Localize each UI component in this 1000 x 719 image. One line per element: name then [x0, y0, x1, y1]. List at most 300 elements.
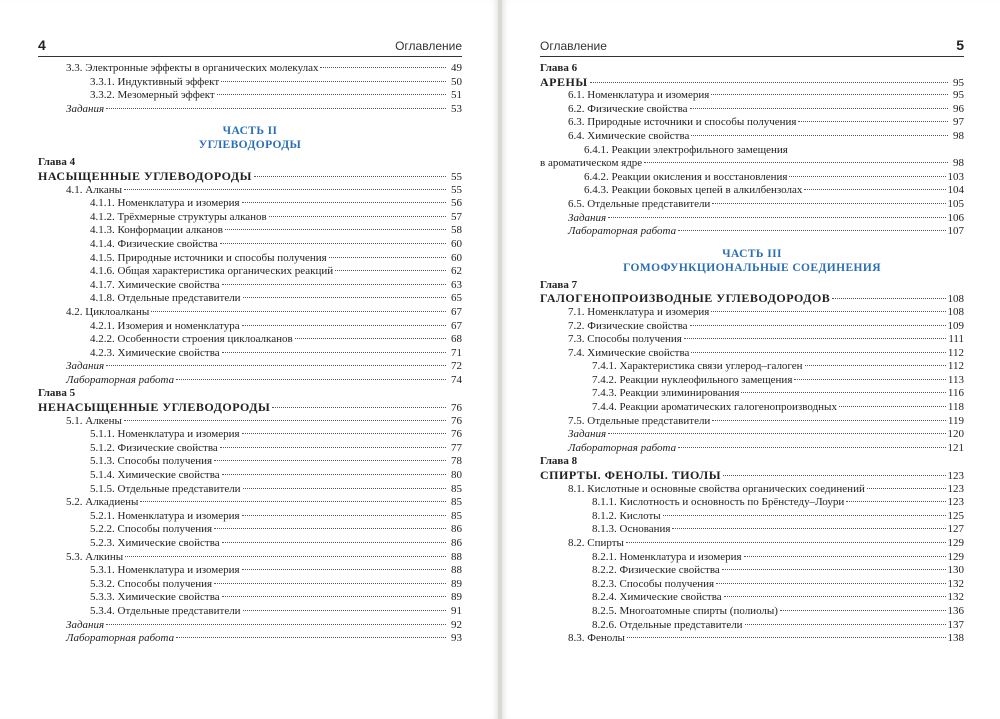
toc-page-number: 56 — [451, 197, 462, 210]
toc-label: 8.1.1. Кислотность и основность по Брёнстеду–Лоури — [592, 496, 845, 509]
toc-entry[interactable] — [540, 387, 964, 401]
chapter-6-entries-cont — [540, 171, 964, 239]
leader-dots — [691, 352, 946, 353]
chapter-title-row[interactable] — [38, 170, 462, 184]
toc-entry[interactable] — [540, 537, 964, 551]
toc-entry[interactable] — [540, 632, 964, 646]
chapter-title-row[interactable] — [540, 76, 964, 90]
leader-dots — [798, 121, 948, 122]
toc-entry[interactable] — [38, 537, 462, 551]
toc-entry[interactable] — [38, 279, 462, 293]
leader-dots — [839, 406, 946, 407]
leader-dots — [329, 257, 446, 258]
toc-label: Задания — [66, 618, 105, 631]
leader-dots — [678, 447, 945, 448]
toc-entry[interactable] — [38, 224, 462, 238]
toc-page-number: 111 — [948, 333, 964, 346]
leader-dots — [214, 583, 446, 584]
toc-page-number: 49 — [451, 62, 462, 74]
toc-entry[interactable] — [38, 320, 462, 334]
part-heading — [540, 247, 964, 275]
toc-label: Лабораторная работа — [568, 441, 677, 454]
leader-dots — [722, 569, 946, 570]
leader-dots — [214, 460, 446, 461]
toc-entry[interactable] — [38, 442, 462, 456]
toc-label: 5.2.1. Номенклатура и изомерия — [90, 509, 240, 522]
toc-label: 5.1.2. Физические свойства — [90, 441, 218, 454]
leader-dots — [711, 311, 945, 312]
toc-page-number: 120 — [947, 428, 964, 441]
toc-page-number: 123 — [947, 482, 964, 495]
chapter-title-row[interactable] — [38, 401, 462, 415]
toc-page-number: 58 — [451, 224, 462, 237]
toc-entry[interactable] — [540, 103, 964, 117]
toc-label: 8.2.5. Многоатомные спирты (полиолы) — [592, 604, 778, 617]
toc-label: 5.1.4. Химические свойства — [90, 469, 220, 482]
toc-entry[interactable] — [540, 89, 964, 103]
leader-dots — [678, 230, 945, 231]
part-number: ЧАСТЬ II — [222, 125, 278, 138]
toc-page-number: 97 — [953, 116, 964, 129]
toc-label: Задания — [568, 211, 607, 224]
toc-page-number: 121 — [947, 441, 964, 454]
leader-dots — [867, 488, 946, 489]
toc-label: 4.1.8. Отдельные представители — [90, 292, 241, 305]
toc-label: 8.2.4. Химические свойства — [592, 591, 722, 604]
toc-label: 6.4.2. Реакции окисления и восстановления — [584, 170, 788, 183]
page-number: 4 — [38, 37, 46, 53]
toc-page-number: 80 — [451, 469, 462, 482]
toc-page-number: 55 — [451, 183, 462, 196]
leader-dots — [794, 379, 946, 380]
toc-label: Задания — [66, 360, 105, 373]
toc-label: 5.2. Алкадиены — [66, 496, 139, 509]
toc-entry[interactable] — [38, 428, 462, 442]
leader-dots — [723, 475, 945, 476]
toc-label: Лабораторная работа — [66, 632, 175, 645]
running-title: Оглавление — [395, 39, 462, 53]
leader-dots — [272, 407, 446, 408]
toc-entry[interactable] — [540, 483, 964, 497]
toc-entry[interactable] — [540, 523, 964, 537]
toc-page-number: 112 — [947, 346, 964, 359]
toc-page-number: 129 — [947, 550, 964, 563]
toc-label: 7.4.3. Реакции элиминирования — [592, 387, 740, 400]
leader-dots — [176, 637, 446, 638]
leader-dots — [712, 203, 945, 204]
toc-page-number: 76 — [451, 428, 462, 441]
toc-label: 4.1.2. Трёхмерные структуры алканов — [90, 210, 267, 223]
toc-entry[interactable] — [540, 333, 964, 347]
part-title: УГЛЕВОДОРОДЫ — [198, 139, 302, 152]
part-title: ГОМОФУНКЦИОНАЛЬНЫЕ СОЕДИНЕНИЯ — [623, 261, 881, 274]
toc-entry[interactable] — [38, 89, 462, 103]
toc-page-number: 57 — [451, 210, 462, 223]
toc-left — [38, 62, 462, 646]
leader-dots — [724, 596, 946, 597]
toc-right — [540, 62, 964, 646]
toc-page-number: 50 — [451, 75, 462, 88]
toc-label: 4.2.3. Химические свойства — [90, 346, 220, 359]
toc-page-number: 85 — [451, 496, 462, 509]
chapter-title: АРЕНЫ — [540, 74, 588, 89]
toc-entry[interactable] — [540, 619, 964, 633]
leader-dots — [220, 243, 446, 244]
leader-dots — [242, 569, 446, 570]
toc-label: 5.3.4. Отдельные представители — [90, 604, 241, 617]
toc-label: в ароматическом ядре — [540, 157, 643, 170]
leader-dots — [225, 229, 446, 230]
toc-label: Лабораторная работа — [568, 225, 677, 238]
toc-page-number: 123 — [947, 496, 964, 509]
leader-dots — [106, 624, 446, 625]
leader-dots — [254, 176, 446, 177]
right-page — [502, 0, 1000, 719]
leader-dots — [712, 420, 946, 421]
leader-dots — [626, 542, 946, 543]
toc-entry[interactable] — [38, 591, 462, 605]
chapter-5-entries — [38, 415, 462, 646]
leader-dots — [243, 488, 446, 489]
toc-page-number: 60 — [451, 251, 462, 264]
chapter-4-entries — [38, 184, 462, 388]
leader-dots — [741, 392, 945, 393]
toc-entry[interactable] — [540, 564, 964, 578]
toc-entry[interactable] — [38, 76, 462, 90]
toc-label: 7.4.4. Реакции ароматических галогенопроизводных — [592, 401, 837, 414]
leader-dots — [242, 433, 446, 434]
toc-entry[interactable] — [38, 252, 462, 266]
leader-dots — [295, 338, 446, 339]
toc-page-number: 125 — [947, 509, 964, 522]
toc-label: 8.3. Фенолы — [568, 632, 625, 645]
toc-label: 5.2.2. Способы получения — [90, 523, 213, 536]
toc-entry-supplement[interactable] — [540, 442, 964, 456]
chapter-6-entries — [540, 89, 964, 143]
toc-page-number: 95 — [953, 76, 964, 89]
toc-page-number: 105 — [947, 197, 964, 210]
toc-page-number: 130 — [947, 564, 964, 577]
toc-label: 4.2. Циклоалканы — [66, 305, 150, 318]
toc-page-number: 72 — [451, 360, 462, 373]
toc-page-number: 88 — [451, 564, 462, 577]
toc-page-number: 132 — [947, 591, 964, 604]
leader-dots — [214, 528, 446, 529]
running-head-right — [540, 34, 964, 57]
toc-label: Лабораторная работа — [66, 373, 175, 386]
leader-dots — [140, 501, 446, 502]
chapter-8-entries — [540, 483, 964, 646]
toc-page-number: 62 — [451, 265, 462, 278]
toc-page-number: 106 — [947, 211, 964, 224]
toc-page-number: 113 — [947, 373, 964, 386]
toc-entry-supplement[interactable] — [540, 212, 964, 226]
toc-entry[interactable] — [38, 469, 462, 483]
toc-label: 8.2. Спирты — [568, 537, 624, 549]
toc-page-number: 53 — [451, 102, 462, 115]
leader-dots — [789, 176, 945, 177]
toc-page-number: 92 — [451, 618, 462, 631]
toc-page-number: 88 — [451, 550, 462, 563]
toc-page-number: 137 — [947, 618, 964, 631]
leader-dots — [220, 447, 446, 448]
toc-label: 5.1.1. Номенклатура и изомерия — [90, 428, 240, 441]
toc-entry[interactable] — [540, 605, 964, 619]
chapter-title: НАСЫЩЕННЫЕ УГЛЕВОДОРОДЫ — [38, 168, 252, 183]
toc-page-number: 123 — [947, 470, 964, 483]
chapter-number: Глава 6 — [540, 62, 578, 74]
leader-dots — [744, 556, 946, 557]
toc-label: 5.1.5. Отдельные представители — [90, 482, 241, 495]
leader-dots — [242, 515, 446, 516]
toc-label: 8.1. Кислотные и основные свойства органических соединений — [568, 482, 865, 495]
leader-dots — [124, 189, 446, 190]
toc-entry-supplement[interactable] — [38, 103, 462, 117]
leader-dots — [644, 162, 948, 163]
toc-label: 6.4. Химические свойства — [568, 129, 690, 142]
leader-dots — [335, 270, 446, 271]
toc-entry[interactable] — [540, 496, 964, 510]
toc-page-number: 109 — [947, 319, 964, 332]
toc-entry[interactable] — [540, 415, 964, 429]
toc-page-number: 95 — [953, 89, 964, 102]
leader-dots — [805, 365, 946, 366]
toc-entry[interactable] — [38, 197, 462, 211]
leader-dots — [320, 67, 446, 68]
toc-entry-supplement[interactable] — [540, 428, 964, 442]
part-heading — [38, 124, 462, 152]
toc-entry[interactable] — [38, 306, 462, 320]
toc-label: 8.1.2. Кислоты — [592, 509, 661, 522]
leader-dots — [832, 298, 945, 299]
toc-page-number: 76 — [451, 402, 462, 415]
leader-dots — [691, 135, 948, 136]
toc-label: 3.3.1. Индуктивный эффект — [90, 75, 220, 88]
toc-page-number: 104 — [947, 184, 964, 197]
toc-entry[interactable] — [540, 130, 964, 144]
toc-entry[interactable] — [38, 238, 462, 252]
toc-label: 8.1.3. Основания — [592, 523, 671, 536]
leader-dots — [222, 474, 446, 475]
toc-entry[interactable] — [540, 116, 964, 130]
toc-label: 7.1. Номенклатура и изомерия — [568, 305, 710, 318]
toc-page-number: 85 — [451, 482, 462, 495]
leader-dots — [106, 108, 446, 109]
toc-entry[interactable] — [38, 211, 462, 225]
toc-label: Задания — [66, 102, 105, 115]
leader-dots — [124, 420, 446, 421]
toc-label: 8.2.6. Отдельные представители — [592, 618, 743, 631]
toc-entry[interactable] — [540, 320, 964, 334]
toc-page-number: 107 — [947, 225, 964, 238]
toc-entry[interactable] — [38, 605, 462, 619]
toc-page-number: 67 — [451, 305, 462, 318]
chapter-title: НЕНАСЫЩЕННЫЕ УГЛЕВОДОРОДЫ — [38, 400, 271, 415]
leader-dots — [780, 610, 946, 611]
toc-label: 6.2. Физические свойства — [568, 102, 688, 115]
chapter-title-row[interactable] — [540, 292, 964, 306]
toc-page-number: 86 — [451, 537, 462, 549]
toc-page-number: 108 — [947, 305, 964, 318]
toc-page-number: 132 — [947, 577, 964, 590]
leader-dots — [106, 365, 446, 366]
leader-dots — [217, 94, 446, 95]
toc-page-number: 96 — [953, 102, 964, 115]
toc-label: 4.2.2. Особенности строения циклоалканов — [90, 333, 293, 346]
toc-entry-wrapped-line2[interactable] — [540, 157, 964, 171]
toc-label: 6.4.3. Реакции боковых цепей в алкилбензолах — [584, 184, 803, 197]
toc-label: 4.1.5. Природные источники и способы получения — [90, 251, 327, 264]
toc-entry[interactable] — [540, 591, 964, 605]
chapter-title: ГАЛОГЕНОПРОИЗВОДНЫЕ УГЛЕВОДОРОДОВ — [540, 291, 831, 306]
leader-dots — [151, 311, 446, 312]
toc-entry[interactable] — [38, 415, 462, 429]
toc-page-number: 93 — [451, 632, 462, 645]
leader-dots — [846, 501, 945, 502]
toc-label: 7.3. Способы получения — [568, 333, 682, 346]
toc-entry[interactable] — [38, 455, 462, 469]
toc-entry[interactable] — [540, 184, 964, 198]
toc-entry-supplement[interactable] — [38, 360, 462, 374]
toc-page-number: 51 — [451, 89, 462, 102]
running-title: Оглавление — [540, 39, 607, 53]
toc-entry-supplement[interactable] — [38, 632, 462, 646]
toc-page-number: 85 — [451, 509, 462, 522]
toc-label: Задания — [568, 428, 607, 441]
leader-dots — [125, 556, 446, 557]
leader-dots — [745, 624, 946, 625]
leader-dots — [804, 189, 945, 190]
part-number: ЧАСТЬ III — [722, 247, 782, 260]
leader-dots — [243, 610, 446, 611]
toc-entry[interactable] — [38, 483, 462, 497]
toc-label: 8.2.1. Номенклатура и изомерия — [592, 550, 742, 563]
leader-dots — [222, 352, 446, 353]
toc-page-number: 136 — [947, 604, 964, 617]
toc-entry[interactable] — [540, 401, 964, 415]
leader-dots — [243, 297, 446, 298]
toc-entry[interactable] — [38, 523, 462, 537]
chapter-7-entries — [540, 306, 964, 456]
toc-label: 7.5. Отдельные представители — [568, 414, 711, 427]
toc-page-number: 60 — [451, 237, 462, 250]
toc-page-number: 98 — [953, 157, 964, 170]
toc-page-number: 119 — [947, 414, 964, 427]
leader-dots — [176, 379, 446, 380]
leader-dots — [711, 94, 948, 95]
toc-label: 4.1.1. Номенклатура и изомерия — [90, 197, 240, 210]
toc-page-number: 77 — [451, 441, 462, 454]
chapter-number: Глава 8 — [540, 455, 578, 468]
toc-entry-supplement[interactable] — [540, 225, 964, 239]
chapter-title-row[interactable] — [540, 469, 964, 483]
leader-dots — [222, 284, 446, 285]
leader-dots — [684, 338, 946, 339]
toc-entry-supplement[interactable] — [38, 619, 462, 633]
toc-page-number: 108 — [947, 293, 964, 306]
leader-dots — [222, 596, 446, 597]
toc-entry[interactable] — [540, 306, 964, 320]
toc-entry[interactable] — [38, 333, 462, 347]
toc-entry[interactable] — [540, 551, 964, 565]
toc-page-number: 89 — [451, 591, 462, 604]
toc-page-number: 71 — [451, 346, 462, 359]
toc-entry[interactable] — [38, 564, 462, 578]
chapter-number: Глава 4 — [38, 156, 76, 169]
toc-page-number: 76 — [451, 414, 462, 427]
toc-page-number: 129 — [947, 537, 964, 549]
toc-entry[interactable] — [38, 62, 462, 76]
toc-entry[interactable] — [540, 374, 964, 388]
toc-label: 7.4.2. Реакции нуклеофильного замещения — [592, 373, 793, 386]
toc-label: 6.5. Отдельные представители — [568, 197, 711, 210]
toc-page-number: 67 — [451, 319, 462, 332]
toc-label: 6.3. Природные источники и способы получения — [568, 116, 797, 129]
toc-entry-supplement[interactable] — [38, 374, 462, 388]
toc-label: 5.3.1. Номенклатура и изомерия — [90, 564, 240, 577]
toc-entry[interactable] — [38, 347, 462, 361]
toc-label: 3.3. Электронные эффекты в органических молекулах — [66, 62, 319, 74]
leader-dots — [690, 325, 946, 326]
toc-entry[interactable] — [38, 578, 462, 592]
leader-dots — [590, 82, 948, 83]
toc-label: 4.1.3. Конформации алканов — [90, 224, 223, 237]
toc-label: 8.2.2. Физические свойства — [592, 564, 720, 577]
toc-entry[interactable] — [540, 198, 964, 212]
toc-label: 6.1. Номенклатура и изомерия — [568, 89, 710, 102]
toc-section-3-3 — [38, 62, 462, 116]
toc-entry[interactable] — [38, 292, 462, 306]
leader-dots — [222, 542, 446, 543]
toc-label: 4.1. Алканы — [66, 183, 123, 196]
toc-page-number: 63 — [451, 278, 462, 291]
toc-page-number: 78 — [451, 455, 462, 468]
toc-label: 7.2. Физические свойства — [568, 319, 688, 332]
toc-entry[interactable] — [540, 347, 964, 361]
toc-page-number: 89 — [451, 577, 462, 590]
toc-page-number: 74 — [451, 373, 462, 386]
toc-page-number: 91 — [451, 604, 462, 617]
toc-page-number: 98 — [953, 129, 964, 142]
toc-page-number: 138 — [947, 632, 964, 645]
toc-page-number: 103 — [947, 170, 964, 183]
toc-entry[interactable] — [540, 360, 964, 374]
toc-label: 5.3.3. Химические свойства — [90, 591, 220, 604]
toc-label: 8.2.3. Способы получения — [592, 577, 715, 590]
toc-label: 4.2.1. Изомерия и номенклатура — [90, 319, 240, 332]
toc-label: 4.1.7. Химические свойства — [90, 278, 220, 291]
toc-page-number: 86 — [451, 523, 462, 536]
toc-entry[interactable] — [38, 184, 462, 198]
toc-entry[interactable] — [540, 510, 964, 524]
toc-entry[interactable] — [38, 496, 462, 510]
toc-entry[interactable] — [540, 171, 964, 185]
toc-page-number: 112 — [947, 360, 964, 373]
toc-entry[interactable] — [38, 551, 462, 565]
toc-entry[interactable] — [38, 265, 462, 279]
toc-page-number: 65 — [451, 292, 462, 305]
chapter-number: Глава 5 — [38, 387, 76, 400]
leader-dots — [690, 108, 948, 109]
toc-entry[interactable] — [540, 578, 964, 592]
toc-page-number: 55 — [451, 170, 462, 183]
toc-label: 4.1.4. Физические свойства — [90, 237, 218, 250]
toc-entry-wrapped-line1[interactable]: 6.4.1. Реакции электрофильного замещения — [584, 143, 788, 156]
toc-entry[interactable] — [38, 510, 462, 524]
leader-dots — [663, 515, 946, 516]
toc-page-number: 127 — [947, 523, 964, 536]
leader-dots — [672, 528, 945, 529]
